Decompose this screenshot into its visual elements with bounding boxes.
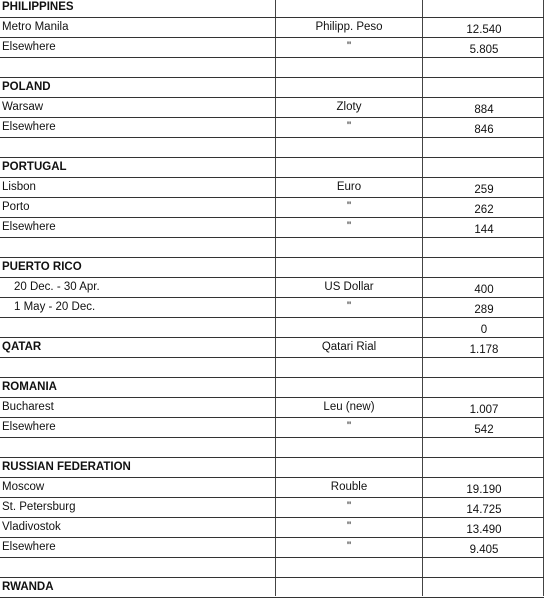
amount-cell: 262 bbox=[474, 204, 494, 216]
table-row bbox=[0, 517, 544, 537]
table-row bbox=[0, 317, 544, 337]
table-bottom-border bbox=[0, 597, 544, 598]
country-row bbox=[0, 157, 544, 177]
amount-cell: 1.007 bbox=[469, 404, 499, 416]
location-cell: Elsewhere bbox=[2, 541, 56, 553]
location-cell: 20 Dec. - 30 Apr. bbox=[14, 281, 100, 293]
country-row bbox=[0, 0, 544, 17]
location-cell: Lisbon bbox=[2, 181, 36, 193]
currency-cell: " bbox=[346, 301, 352, 313]
currency-cell bbox=[276, 138, 422, 157]
currency-cell bbox=[276, 158, 422, 177]
amount-cell: 0 bbox=[480, 324, 488, 336]
location-cell bbox=[2, 138, 272, 157]
spacer-row bbox=[0, 237, 544, 257]
currency-cell bbox=[276, 318, 422, 337]
location-cell: Moscow bbox=[2, 481, 45, 493]
currency-cell bbox=[276, 58, 422, 77]
currency-cell: " bbox=[346, 201, 352, 213]
country-row bbox=[0, 257, 544, 277]
table-row bbox=[0, 17, 544, 37]
table-row bbox=[0, 217, 544, 237]
currency-cell: Zloty bbox=[336, 101, 362, 113]
location-cell: Elsewhere bbox=[2, 421, 56, 433]
location-cell: Vladivostok bbox=[2, 521, 61, 533]
currency-cell: Rouble bbox=[330, 481, 368, 493]
location-cell: Porto bbox=[2, 201, 30, 213]
currency-cell: " bbox=[346, 221, 352, 233]
amount-cell: 19.190 bbox=[466, 484, 502, 496]
amount-cell: 144 bbox=[474, 224, 494, 236]
location-cell: Warsaw bbox=[2, 101, 44, 113]
amount-cell: 9.405 bbox=[469, 544, 499, 556]
currency-cell bbox=[276, 378, 422, 397]
currency-cell: Euro bbox=[336, 181, 362, 193]
table-row bbox=[0, 297, 544, 317]
country-name: QATAR bbox=[2, 341, 42, 353]
currency-cell bbox=[276, 78, 422, 97]
amount-cell: 846 bbox=[474, 124, 494, 136]
country-name: PORTUGAL bbox=[2, 161, 67, 173]
table-row bbox=[0, 197, 544, 217]
amount-cell: 400 bbox=[474, 284, 494, 296]
currency-cell: " bbox=[346, 121, 352, 133]
location-cell: Elsewhere bbox=[2, 221, 56, 233]
amount-cell: 5.805 bbox=[469, 44, 499, 56]
location-cell bbox=[2, 58, 272, 77]
currency-cell bbox=[276, 458, 422, 477]
currency-cell: US Dollar bbox=[324, 281, 374, 293]
country-row bbox=[0, 337, 544, 357]
currency-cell bbox=[276, 438, 422, 457]
table-row bbox=[0, 177, 544, 197]
country-name: RUSSIAN FEDERATION bbox=[2, 461, 131, 473]
currency-cell bbox=[276, 258, 422, 277]
table-row bbox=[0, 117, 544, 137]
country-name: POLAND bbox=[2, 81, 51, 93]
table-row bbox=[0, 37, 544, 57]
currency-cell: " bbox=[346, 521, 352, 533]
table-row bbox=[0, 497, 544, 517]
currency-cell bbox=[276, 558, 422, 577]
country-name: RWANDA bbox=[2, 581, 54, 593]
currency-cell bbox=[276, 578, 422, 597]
country-name: PUERTO RICO bbox=[2, 261, 82, 273]
amount-cell: 259 bbox=[474, 184, 494, 196]
amount-cell: 14.725 bbox=[466, 504, 502, 516]
country-row bbox=[0, 77, 544, 97]
location-cell bbox=[2, 238, 272, 257]
country-name: ROMANIA bbox=[2, 381, 57, 393]
currency-cell bbox=[276, 0, 422, 17]
currency-cell: " bbox=[346, 421, 352, 433]
currency-cell bbox=[276, 358, 422, 377]
table-row bbox=[0, 417, 544, 437]
table-row bbox=[0, 277, 544, 297]
country-name: PHILIPPINES bbox=[2, 1, 74, 13]
country-row bbox=[0, 577, 544, 597]
table-row bbox=[0, 477, 544, 497]
amount-cell: 289 bbox=[474, 304, 494, 316]
table-row bbox=[0, 97, 544, 117]
spacer-row bbox=[0, 357, 544, 377]
currency-cell: " bbox=[346, 41, 352, 53]
currency-cell bbox=[276, 238, 422, 257]
spacer-row bbox=[0, 437, 544, 457]
location-cell bbox=[2, 318, 272, 337]
table-row bbox=[0, 537, 544, 557]
currency-cell: " bbox=[346, 541, 352, 553]
spacer-row bbox=[0, 557, 544, 577]
amount-cell: 542 bbox=[474, 424, 494, 436]
country-row bbox=[0, 377, 544, 397]
amount-cell: 12.540 bbox=[466, 24, 502, 36]
country-row bbox=[0, 457, 544, 477]
amount-cell: 13.490 bbox=[466, 524, 502, 536]
location-cell: St. Petersburg bbox=[2, 501, 76, 513]
amount-cell: 1.178 bbox=[469, 344, 499, 356]
currency-cell: Philipp. Peso bbox=[315, 21, 383, 33]
location-cell: 1 May - 20 Dec. bbox=[14, 301, 96, 313]
location-cell: Metro Manila bbox=[2, 21, 69, 33]
currency-cell: " bbox=[346, 501, 352, 513]
location-cell bbox=[2, 438, 272, 457]
location-cell bbox=[2, 558, 272, 577]
location-cell: Elsewhere bbox=[2, 41, 56, 53]
table-row bbox=[0, 397, 544, 417]
location-cell: Elsewhere bbox=[2, 121, 56, 133]
currency-cell: Qatari Rial bbox=[321, 341, 377, 353]
location-cell: Bucharest bbox=[2, 401, 54, 413]
location-cell bbox=[2, 358, 272, 377]
amount-cell: 884 bbox=[474, 104, 494, 116]
currency-cell: Leu (new) bbox=[323, 401, 375, 413]
spacer-row bbox=[0, 137, 544, 157]
spacer-row bbox=[0, 57, 544, 77]
